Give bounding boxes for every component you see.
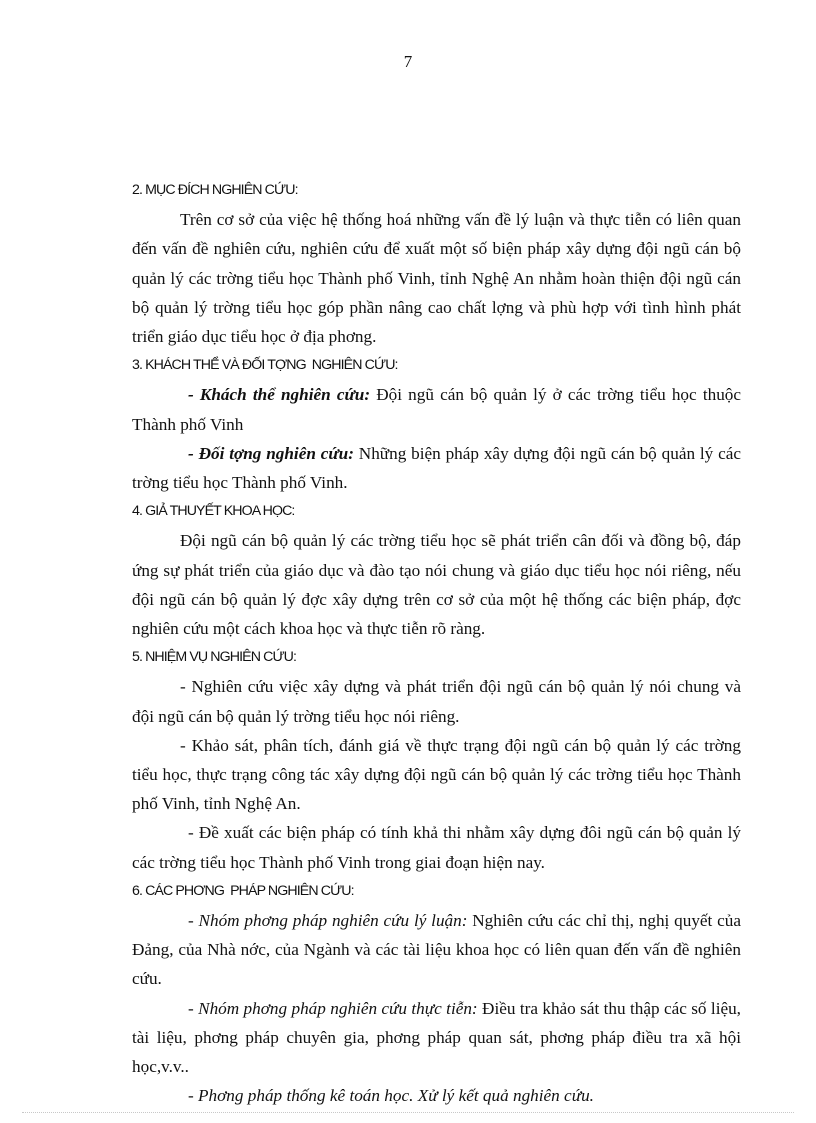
- section-3-item-subject: [132, 439, 741, 497]
- section-6-method-2: [132, 994, 741, 1082]
- page-number: 7: [403, 52, 413, 71]
- page-bottom-rule: [22, 1112, 794, 1113]
- method-2-text: Điều tra khảo sát thu thập các số liệu, tài liệu, phơng pháp chuyên gia, phơng pháp quan sát, phơng pháp điều tra xã hội học,v.v..: [132, 998, 741, 1077]
- section-3-item-object: [132, 380, 741, 438]
- document-body: [132, 176, 741, 1110]
- section-6-method-3: - Phơng pháp thống kê toán học. Xử lý kết quả nghiên cứu.: [188, 1086, 594, 1106]
- object-label: - Khách thể nghiên cứu:: [188, 385, 371, 405]
- subject-text: Những biện pháp xây dựng đội ngũ cán bộ quản lý các trờng tiểu học Thành phố Vinh.: [132, 443, 741, 492]
- section-4-heading: 4. GIẢ THUYẾT KHOA HỌC:: [132, 503, 295, 520]
- section-6-method-1: [132, 906, 741, 994]
- section-3-heading: 3. KHÁCH THỂ VÀ ĐỐI TỢNG NGHIÊN CỨU:: [132, 357, 398, 374]
- method-2-label: - Nhóm phơng pháp nghiên cứu thực tiễn:: [188, 998, 478, 1018]
- section-6-heading: 6. CÁC PHƠNG PHÁP NGHIÊN CỨU:: [132, 882, 354, 899]
- section-5-heading: 5. NHIỆM VỤ NGHIÊN CỨU:: [132, 649, 297, 666]
- section-2-heading: 2. MỤC ĐÍCH NGHIÊN CỨU:: [132, 182, 298, 198]
- section-2-body: Trên cơ sở của việc hệ thống hoá những vấn đề lý luận và thực tiễn có liên quan đến vấn đề nghiên cứu, nghiên cứu để xuất một số biện pháp xây dựng đội ngũ cán bộ quản lý các trờng tiểu học Thành phố Vinh, tỉnh Nghệ An nhằm hoàn thiện đội ngũ cán bộ quản lý trờng tiểu học góp phần nâng cao chất lợng và phù hợp với tình hình phát triển giáo dục tiểu học ở địa phơng.: [132, 210, 741, 346]
- subject-label: - Đối tợng nghiên cứu:: [188, 443, 354, 463]
- section-4-body: Đội ngũ cán bộ quản lý các trờng tiểu học sẽ phát triển cân đối và đồng bộ, đáp ứng sự phát triển của giáo dục và đào tạo nói chung và giáo dục tiểu học nói riêng, nếu đội ngũ cán bộ quản lý đợc xây dựng trên cơ sở của một hệ thống các biện pháp, đợc nghiên cứu một cách khoa học và thực tiễn rõ ràng.: [132, 531, 741, 638]
- section-5-task-1: - Nghiên cứu việc xây dựng và phát triển đội ngũ cán bộ quản lý nói chung và đội ngũ cán bộ quản lý trờng tiểu học nói riêng.: [132, 677, 741, 726]
- section-5-task-3: - Đề xuất các biện pháp có tính khả thi nhằm xây dựng đôi ngũ cán bộ quản lý các trờng tiểu học Thành phố Vinh trong giai đoạn hiện nay.: [132, 823, 741, 872]
- method-1-label: - Nhóm phơng pháp nghiên cứu lý luận:: [188, 911, 468, 930]
- object-text: Đội ngũ cán bộ quản lý ở các trờng tiểu học thuộc Thành phố Vinh: [132, 385, 742, 434]
- method-1-text: Nghiên cứu các chỉ thị, nghị quyết của Đảng, của Nhà nớc, của Ngành và các tài liệu khoa học có liên quan đến vấn đề nghiên cứu.: [132, 911, 741, 989]
- section-5-task-2: - Khảo sát, phân tích, đánh giá về thực trạng đội ngũ cán bộ quản lý các trờng tiểu học, thực trạng công tác xây dựng đội ngũ cán bộ quản lý các trờng tiểu học Thành phố Vinh, tỉnh Nghệ An.: [132, 735, 741, 814]
